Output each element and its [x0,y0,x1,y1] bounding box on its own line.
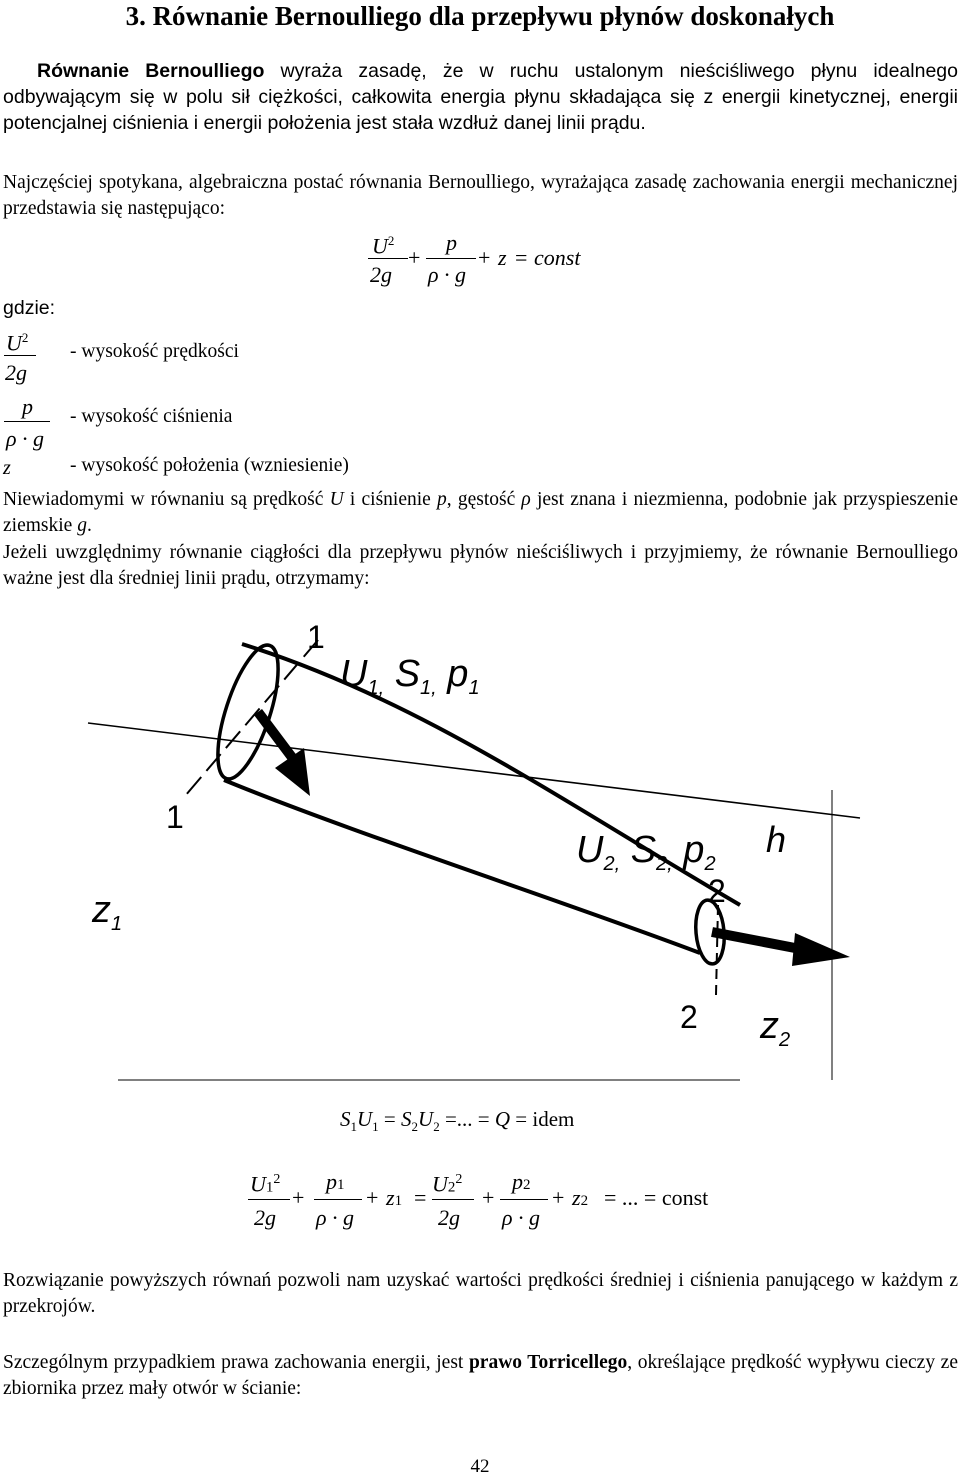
section-2-label: $U_{2,}$ $S_{2,}$ $p_2$ [576,829,716,875]
def2-den-rho-g: ρ · g [6,426,45,451]
eq1-frac-line-2 [426,258,476,259]
eq1-frac-line-1 [368,258,408,259]
eq1-num-p: p [446,230,457,255]
eq1-den-2g: 2g [370,262,392,287]
upper-reference-line [88,723,860,818]
eq1-num-u: $U^2$ [372,233,395,259]
eq1-z: z [498,245,507,270]
label-1-top: 1 [307,619,325,655]
def2-num-p: p [22,394,33,419]
intro-text: wyraża zasadę, że w ruchu ustalonym nieściśliwego płynu idealnego odbywającym się w polu sił ciężkości, całkowita energia płynu składająca się z energii kinetycznej, energii potencjalnej ciśnienia i energii położenia jest stała wzdłuż danej linii prądu. [3,60,958,134]
label-2-top: 2 [708,873,726,909]
z2-label: $z_2$ [760,1005,791,1051]
def2-frac-line [4,421,50,422]
eq2-plus-4: + [552,1185,565,1210]
eq2-den-2: ρ · g [316,1205,355,1230]
eq1-plus-2: + [478,245,491,270]
intro-bold: Równanie Bernoulliego [37,60,265,82]
eq2-den-1: 2g [254,1205,276,1230]
z1-label: $z_1$ [92,889,123,935]
eq2-num-p2: p2 [512,1169,531,1194]
section-2-line [716,905,718,995]
page-number: 42 [470,1456,490,1477]
continuity-equation: $S_1U_1 = S_2U_2$ =... = Q = idem [340,1107,575,1135]
eq2-den-3: 2g [438,1205,460,1230]
bernoulli-equation [360,228,600,298]
eq1-equals: = [515,245,528,270]
paragraph-4: Jeżeli uwzględnimy równanie ciągłości dla przepływu płynów nieściśliwych i przyjmiemy, że równanie Bernoulliego ważne jest dla średniej linii prądu, otrzymamy: [3,542,958,589]
eq2-equals: = [414,1185,427,1210]
bernoulli-two-sections-equation [248,1165,728,1240]
label-1-bottom: 1 [166,799,184,835]
eq2-z2: z2 [572,1185,589,1210]
eq2-frac-2 [314,1199,362,1200]
eq2-plus-2: + [366,1185,379,1210]
def1-frac-line [4,355,36,356]
stream-tube-diagram [0,600,960,1100]
eq2-den-4: ρ · g [502,1205,541,1230]
def3-text: - wysokość położenia (wzniesienie) [70,455,349,476]
paragraph-3: Niewiadomymi w równaniu są prędkość U i ciśnienie p, gęstość ρ jest znana i niezmienna, podobnie jak przyspieszenie ziemskie g. [3,489,958,536]
velocity-arrow-2-head [792,933,850,966]
eq2-num-p1: p1 [326,1169,345,1194]
eq1-const: const [534,245,581,270]
eq2-frac-3 [432,1199,474,1200]
paragraph-6: Szczególnym przypadkiem prawa zachowania energii, jest prawo Torricellego, określające prędkość wypływu cieczy ze zbiornika przez mały otwór w ścianie: [3,1352,958,1399]
eq1-den-rho-g: ρ · g [428,262,467,287]
def2-text: - wysokość ciśnienia [70,406,233,427]
section-1-ellipse [205,639,290,786]
section-1-label: $U_{1,}$ $S_{1,}$ $p_1$ [340,653,480,699]
eq2-num-u1: $U1^2$ [250,1171,281,1197]
def3-z: z [3,457,11,479]
def1-text: - wysokość prędkości [70,341,239,362]
def1-den-2g: 2g [5,360,27,385]
eq2-frac-4 [500,1199,548,1200]
eq2-z1: z1 [386,1185,403,1210]
page-title: 3. Równanie Bernoulliego dla przepływu płynów doskonałych [125,1,835,31]
label-2-bottom: 2 [680,999,698,1035]
eq2-num-u2: $U2^2$ [432,1171,463,1197]
paragraph-5: Rozwiązanie powyższych równań pozwoli nam uzyskać wartości prędkości średniej i ciśnienia panującego w każdym z przekrojów. [3,1270,958,1317]
def1-num-u: $U^2$ [6,330,29,356]
paragraph-2: Najczęściej spotykana, algebraiczna postać równania Bernoulliego, wyrażająca zasadę zachowania energii mechanicznej przedstawia się następująco: [3,172,958,219]
eq2-frac-1 [248,1199,290,1200]
eq2-plus-3: + [482,1185,495,1210]
gdzie-label: gdzie: [3,297,56,319]
eq2-plus-1: + [292,1185,305,1210]
eq1-plus-1: + [408,245,421,270]
intro-paragraph [3,58,958,136]
h-label: h [766,819,787,860]
eq2-tail: = ... = const [604,1185,709,1210]
